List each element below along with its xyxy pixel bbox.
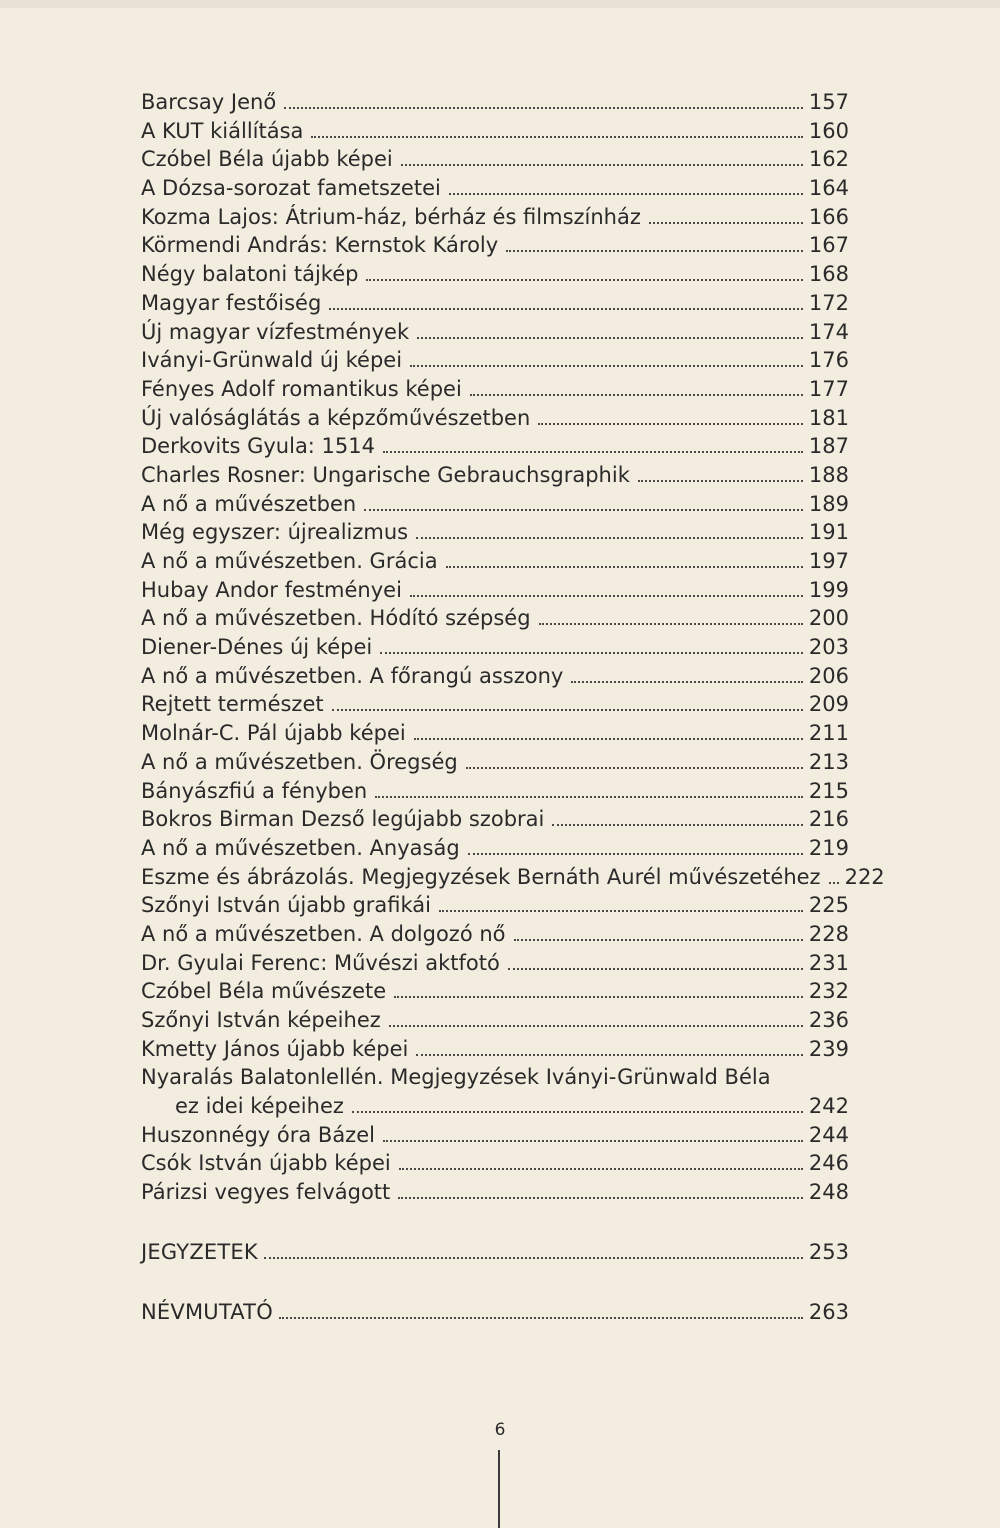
dot-leader [829, 882, 839, 884]
toc-entry-page: 209 [808, 692, 849, 717]
toc-entry [141, 547, 849, 576]
toc-entry-title: A nő a művészetben. A dolgozó nő [141, 921, 506, 946]
toc-entry-title: A nő a művészetben. Grácia [141, 549, 438, 573]
toc-wrapped-entry [141, 1063, 849, 1120]
toc-entry-page: 176 [808, 348, 849, 373]
toc-entry [141, 834, 849, 863]
toc-entry-page: 244 [808, 1122, 849, 1147]
toc-entry-title: ez idei képeihez [175, 1094, 344, 1119]
page-top-edge [0, 0, 1000, 8]
toc-entry-page: 199 [808, 577, 849, 602]
toc-entry-title: Diener-Dénes új képei [141, 635, 373, 660]
toc-entry-page: 191 [808, 520, 849, 545]
toc-entry-page: 213 [808, 749, 849, 774]
dot-leader [414, 738, 803, 740]
dot-leader [410, 595, 803, 597]
dot-leader [329, 308, 803, 310]
toc-entry-title: Bányászfiú a fényben [141, 778, 368, 803]
toc-entry-page: 162 [808, 147, 849, 172]
toc-entry [141, 318, 849, 347]
toc-entry [141, 719, 849, 748]
toc-entry-title: Kozma Lajos: Átrium-ház, bérház és filmszínház [141, 204, 641, 229]
toc-entries-after [141, 1121, 849, 1207]
dot-leader [401, 164, 803, 166]
toc-entry [141, 662, 849, 691]
dot-leader [638, 480, 803, 482]
toc-entry-title: Fényes Adolf romantikus képei [141, 376, 462, 401]
toc-entry-title: A Dózsa-sorozat fametszetei [141, 176, 441, 201]
toc-entry-page: 177 [808, 376, 849, 401]
toc-entry [141, 231, 849, 260]
toc-entry [141, 949, 849, 978]
dot-leader [410, 365, 803, 367]
dot-leader [649, 222, 803, 224]
toc-entry-page: 164 [808, 176, 849, 201]
dot-leader [311, 136, 803, 138]
toc-entry [141, 863, 885, 892]
dot-leader [506, 250, 803, 252]
toc-entry [141, 1006, 849, 1035]
dot-leader [394, 996, 803, 998]
toc-entry-title: A nő a művészetben. Hódító szépség [141, 606, 531, 631]
toc-entry-title: Derkovits Gyula: 1514 [141, 434, 376, 459]
dot-leader [538, 423, 803, 425]
toc-entry-page: 232 [808, 979, 849, 1004]
table-of-contents [141, 88, 885, 1326]
toc-entry-title: Czóbel Béla újabb képei [141, 147, 393, 172]
toc-entry-title: Barcsay Jenő [141, 90, 277, 114]
toc-entry-title: Négy balatoni tájkép [141, 262, 359, 287]
toc-entry-page: 248 [808, 1180, 849, 1205]
dot-leader [375, 796, 803, 798]
toc-entry-title: A nő a művészetben. Öregség [141, 749, 458, 774]
toc-entry [141, 805, 849, 834]
toc-entry-title: Körmendi András: Kernstok Károly [141, 233, 499, 258]
dot-leader [571, 681, 803, 683]
toc-section-title: JEGYZETEK [141, 1239, 258, 1264]
dot-leader [416, 1054, 803, 1056]
toc-entry [141, 748, 849, 777]
toc-section-page: 253 [808, 1239, 849, 1264]
dot-leader [470, 394, 803, 396]
dot-leader [389, 1025, 803, 1027]
toc-entry-page: 239 [808, 1036, 849, 1061]
toc-entry-page: 189 [808, 491, 849, 516]
toc-entry [141, 203, 849, 232]
toc-entry-page: 216 [808, 807, 849, 832]
dot-leader [399, 1168, 803, 1170]
toc-entry [141, 289, 849, 318]
toc-entry [141, 1121, 849, 1150]
dot-leader [380, 652, 803, 654]
toc-entry-page: 197 [808, 549, 849, 573]
toc-entry [141, 1092, 849, 1121]
dot-leader [468, 853, 803, 855]
toc-entry [141, 891, 849, 920]
toc-entry [141, 88, 849, 117]
toc-entry [141, 375, 849, 404]
toc-entry-page: 211 [808, 721, 849, 746]
toc-entry [141, 490, 849, 519]
toc-entry [141, 920, 849, 949]
toc-entry-title: Rejtett természet [141, 692, 324, 717]
dot-leader [508, 968, 803, 970]
toc-entry [141, 690, 849, 719]
dot-leader [539, 623, 803, 625]
toc-entry-title: A KUT kiállítása [141, 118, 304, 143]
toc-entry-title: Kmetty János újabb képei [141, 1036, 409, 1061]
dot-leader [398, 1197, 803, 1199]
dot-leader [514, 939, 803, 941]
section-spacer [141, 1267, 849, 1298]
toc-entry-page: 203 [808, 635, 849, 660]
toc-entry-page: 172 [808, 290, 849, 315]
dot-leader [439, 910, 803, 912]
dot-leader [383, 1140, 803, 1142]
toc-entry-title: Párizsi vegyes felvágott [141, 1180, 391, 1205]
toc-entry-title: Molnár-C. Pál újabb képei [141, 721, 406, 746]
toc-entry [141, 633, 849, 662]
toc-entry-page: 188 [808, 462, 849, 487]
page-number: 6 [494, 1420, 506, 1440]
toc-entry-title: Szőnyi István képeihez [141, 1008, 381, 1032]
dot-leader [364, 509, 803, 511]
toc-entry [141, 777, 849, 806]
toc-entry-title: Hubay Andor festményei [141, 577, 402, 602]
dot-leader [417, 337, 803, 339]
toc-entry [141, 260, 849, 289]
toc-entry-title: Még egyszer: újrealizmus [141, 520, 409, 545]
toc-entry-title-line1: Nyaralás Balatonlellén. Megjegyzések Iványi-Grünwald Béla [141, 1065, 771, 1090]
toc-entry-title: Huszonnégy óra Bázel [141, 1122, 375, 1147]
toc-entry-page: 219 [808, 835, 849, 860]
toc-entry-page: 246 [808, 1151, 849, 1176]
toc-entry [141, 432, 849, 461]
toc-entry [141, 1149, 849, 1178]
toc-entry [141, 346, 849, 375]
toc-entry-title: Magyar festőiség [141, 290, 322, 315]
toc-entry-page: 242 [808, 1094, 849, 1119]
toc-section-page: 263 [808, 1299, 849, 1324]
toc-entry-page: 228 [808, 921, 849, 946]
toc-entry [141, 461, 849, 490]
toc-entry-title: Új valóságlátás a képzőművészetben [141, 405, 531, 430]
toc-entry [141, 145, 849, 174]
toc-entry-page: 166 [808, 204, 849, 229]
toc-entry-page: 160 [808, 118, 849, 143]
dot-leader [552, 824, 803, 826]
toc-entry-page: 181 [808, 405, 849, 430]
dot-leader [366, 279, 802, 281]
toc-entry [141, 117, 849, 146]
toc-entry-page: 187 [808, 434, 849, 459]
dot-leader [284, 107, 803, 109]
toc-entry-page: 167 [808, 233, 849, 258]
dot-leader [352, 1111, 803, 1113]
toc-entry [141, 604, 849, 633]
dot-leader [446, 566, 803, 568]
dot-leader [264, 1257, 803, 1259]
dot-leader [466, 767, 803, 769]
toc-entry-page: 225 [808, 893, 849, 918]
toc-entry-title: Iványi-Grünwald új képei [141, 348, 403, 373]
toc-entry-page: 222 [844, 864, 885, 889]
toc-entry-page: 231 [808, 950, 849, 975]
toc-entry-page: 174 [808, 319, 849, 344]
toc-section-title: NÉVMUTATÓ [141, 1299, 273, 1324]
toc-entry-title: Eszme és ábrázolás. Megjegyzések Bernáth Aurél művészetéhez [141, 864, 821, 889]
dot-leader [449, 193, 803, 195]
toc-entry-title: Charles Rosner: Ungarische Gebrauchsgraphik [141, 462, 630, 487]
toc-entry-title: Új magyar vízfestmények [141, 319, 410, 344]
toc-entry-page: 157 [808, 90, 849, 114]
dot-leader [383, 451, 803, 453]
toc-section-index [141, 1298, 849, 1327]
toc-section-notes [141, 1238, 849, 1267]
toc-entry-page: 236 [808, 1008, 849, 1032]
toc-entry [141, 1035, 849, 1064]
toc-entry-page: 168 [808, 262, 849, 287]
toc-entries [141, 88, 885, 1063]
toc-entry-title: Czóbel Béla művészete [141, 979, 387, 1004]
toc-entry [141, 1178, 849, 1207]
toc-entry-title: A nő a művészetben. Anyaság [141, 835, 460, 860]
toc-entry-title: Szőnyi István újabb grafikái [141, 893, 432, 918]
toc-entry [141, 518, 849, 547]
toc-entry [141, 174, 849, 203]
toc-entry-page: 206 [808, 663, 849, 688]
toc-entry [141, 576, 849, 605]
toc-entry [141, 977, 849, 1006]
toc-entry-title: A nő a művészetben. A főrangú asszony [141, 663, 564, 688]
toc-entry-page: 215 [808, 778, 849, 803]
dot-leader [332, 709, 803, 711]
dot-leader [416, 537, 803, 539]
toc-entry-title: A nő a művészetben [141, 491, 357, 516]
section-spacer [141, 1207, 849, 1238]
toc-entry-title: Csók István újabb képei [141, 1151, 391, 1176]
toc-entry [141, 404, 849, 433]
toc-entry-title: Dr. Gyulai Ferenc: Művészi aktfotó [141, 950, 500, 975]
footer-rule [498, 1450, 500, 1528]
dot-leader [279, 1317, 803, 1319]
toc-entry-page: 200 [808, 606, 849, 631]
toc-entry-title: Bokros Birman Dezső legújabb szobrai [141, 807, 545, 832]
